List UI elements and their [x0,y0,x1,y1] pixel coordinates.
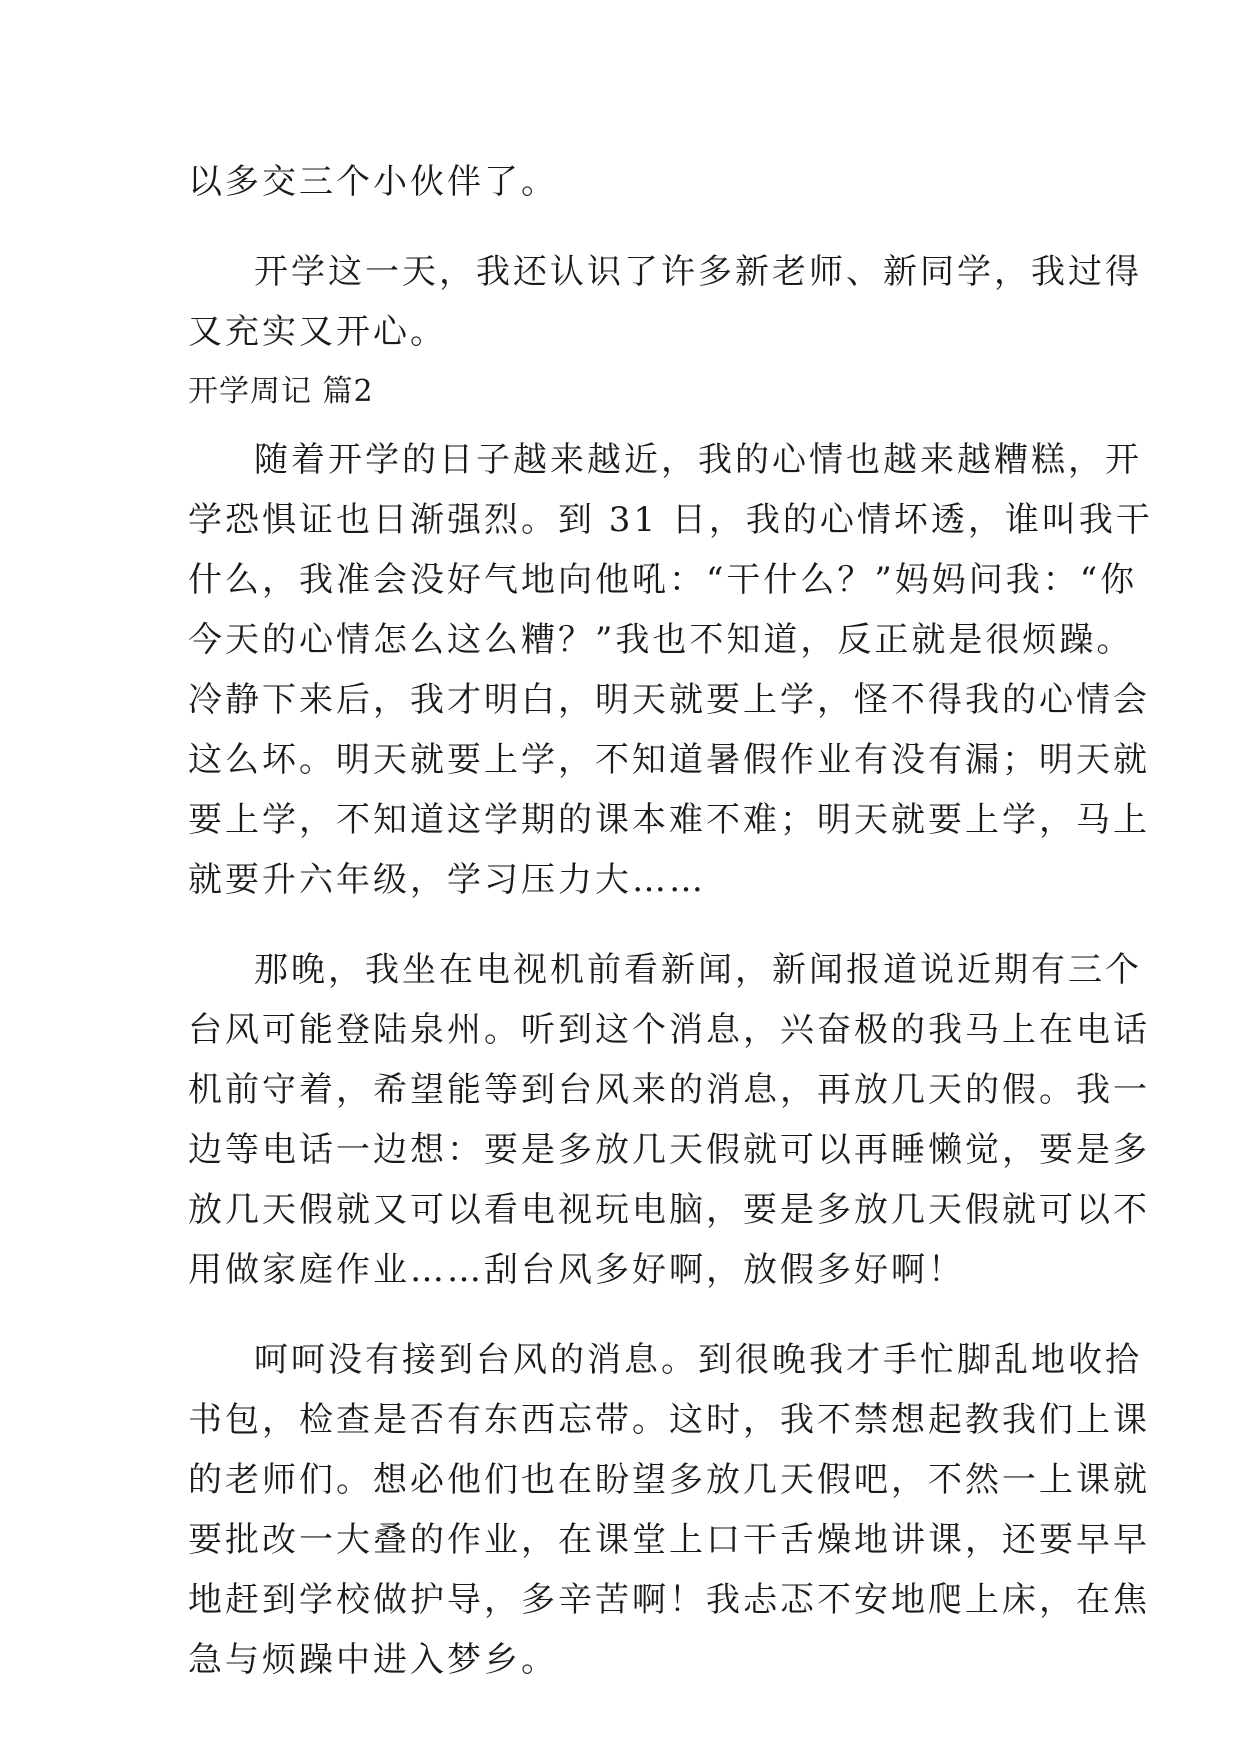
text-line: 放几天假就又可以看电视玩电脑，要是多放几天假就可以不 [188,1190,1150,1230]
text-line: 开学这一天，我还认识了许多新老师、新同学，我过得 [254,252,1142,292]
text-line: 以多交三个小伙伴了。 [188,162,558,202]
text-line: 用做家庭作业……刮台风多好啊，放假多好啊！ [188,1250,965,1290]
text-line: 机前守着，希望能等到台风来的消息，再放几天的假。我一 [188,1070,1150,1110]
text-line: 地赶到学校做护导，多辛苦啊！我忐忑不安地爬上床，在焦 [188,1580,1150,1620]
paragraph-2 [188,430,1153,910]
paragraph-4 [188,1330,1150,1690]
paragraph-continuation [188,152,1068,212]
text-line: 今天的心情怎么这么糟？”我也不知道，反正就是很烦躁。 [188,620,1134,660]
text-line: 这么坏。明天就要上学，不知道暑假作业有没有漏；明天就 [188,740,1150,780]
text-line: 的老师们。想必他们也在盼望多放几天假吧，不然一上课就 [188,1460,1150,1500]
text-line: 那晚，我坐在电视机前看新闻，新闻报道说近期有三个 [254,950,1142,990]
text-line: 要上学，不知道这学期的课本难不难；明天就要上学，马上 [188,800,1150,840]
text-line: 要批改一大叠的作业，在课堂上口干舌燥地讲课，还要早早 [188,1520,1150,1560]
section-heading: 开学周记 篇2 [188,374,374,409]
text-line: 学恐惧证也日渐强烈。到 31 日，我的心情坏透，谁叫我干 [188,500,1153,540]
paragraph-3 [188,940,1150,1300]
text-line: 冷静下来后，我才明白，明天就要上学，怪不得我的心情会 [188,680,1150,720]
document-body [188,152,1153,1690]
text-line: 呵呵没有接到台风的消息。到很晚我才手忙脚乱地收拾 [254,1340,1142,1380]
paragraph-spacer [188,910,1068,940]
text-line: 台风可能登陆泉州。听到这个消息，兴奋极的我马上在电话 [188,1010,1150,1050]
text-line: 书包，检查是否有东西忘带。这时，我不禁想起教我们上课 [188,1400,1150,1440]
text-line: 随着开学的日子越来越近，我的心情也越来越糟糕，开 [254,440,1142,480]
text-line: 边等电话一边想：要是多放几天假就可以再睡懒觉，要是多 [188,1130,1150,1170]
text-line: 就要升六年级，学习压力大…… [188,860,706,900]
paragraph-spacer [188,1300,1068,1330]
paragraph-1 [188,242,1142,362]
text-line: 又充实又开心。 [188,312,447,352]
text-line: 什么，我准会没好气地向他吼：“干什么？”妈妈问我：“你 [188,560,1138,600]
text-line: 急与烦躁中进入梦乡。 [188,1640,558,1680]
paragraph-spacer [188,212,1068,242]
